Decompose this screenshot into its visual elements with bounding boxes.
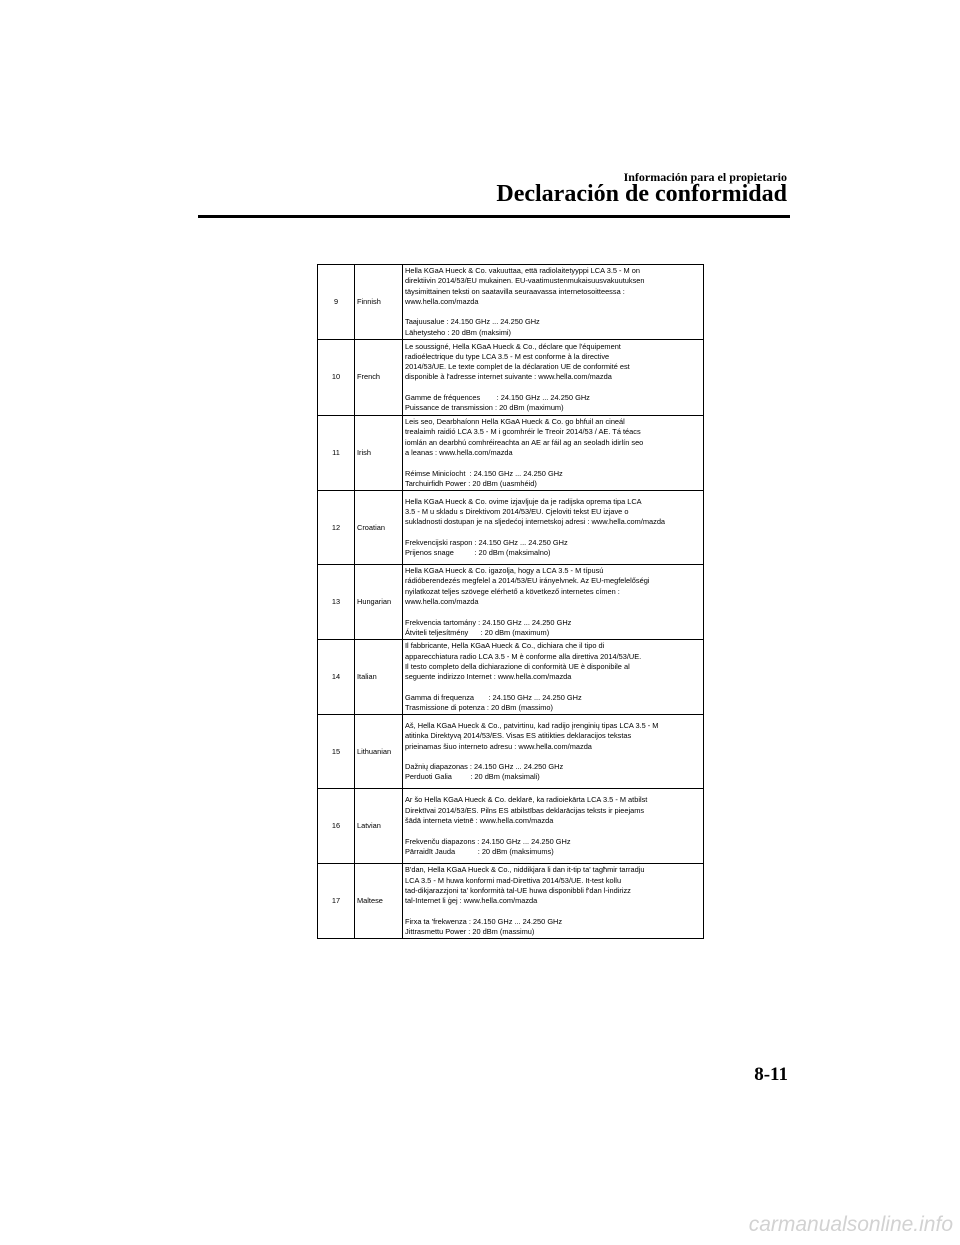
declaration-line: Prijenos snage : 20 dBm (maksimalno) bbox=[405, 548, 551, 558]
declaration-line: Perduoti Galia : 20 dBm (maksimali) bbox=[405, 772, 540, 782]
declaration-text bbox=[403, 416, 704, 491]
declaration-line: rádióberendezés megfelel a 2014/53/EU irányelvnek. Az EU-megfelelőségi bbox=[405, 576, 650, 586]
declaration-line: Jittrasmettu Power : 20 dBm (massimu) bbox=[405, 927, 535, 937]
declaration-line: Puissance de transmission : 20 dBm (maximum) bbox=[405, 403, 564, 413]
language-name: Croatian bbox=[355, 491, 403, 565]
declaration-line: tal-Internet li ġej : www.hella.com/mazda bbox=[405, 896, 538, 906]
declaration-text bbox=[403, 491, 704, 565]
row-number: 10 bbox=[318, 340, 355, 416]
declaration-line: täysimittainen teksti on saatavilla seuraavassa internetosoitteessa : bbox=[405, 286, 625, 296]
table-row bbox=[318, 565, 704, 640]
declaration-line: Pārraidīt Jauda : 20 dBm (maksimums) bbox=[405, 846, 554, 856]
declaration-line bbox=[405, 826, 703, 836]
declaration-text bbox=[403, 789, 704, 864]
table-row bbox=[318, 640, 704, 715]
table-row bbox=[318, 789, 704, 864]
declaration-line: atitinka Direktyvą 2014/53/ES. Visas ES atitikties deklaracijos tekstas bbox=[405, 731, 632, 741]
table-row bbox=[318, 340, 704, 416]
declaration-line bbox=[405, 458, 703, 468]
declaration-line: disponible à l'adresse internet suivante : www.hella.com/mazda bbox=[405, 372, 612, 382]
language-name: Italian bbox=[355, 640, 403, 715]
declaration-line: 2014/53/UE. Le texte complet de la déclaration UE de conformité est bbox=[405, 362, 630, 372]
declaration-line: prieinamas šiuo interneto adresu : www.hella.com/mazda bbox=[405, 741, 592, 751]
declaration-line: Dažnių diapazonas : 24.150 GHz ... 24.250 GHz bbox=[405, 762, 564, 772]
declaration-line: Ar šo Hella KGaA Hueck & Co. deklarē, ka radioiekārta LCA 3.5 - M atbilst bbox=[405, 795, 648, 805]
declaration-line: tad-dikjarazzjoni ta' konformità tal-UE huwa disponibbli f'dan l-indirizz bbox=[405, 885, 631, 895]
declaration-line: nyilatkozat teljes szövege elérhető a következő internetes címen : bbox=[405, 586, 620, 596]
row-number: 16 bbox=[318, 789, 355, 864]
row-number: 11 bbox=[318, 416, 355, 491]
table-row bbox=[318, 715, 704, 789]
page-number: 8-11 bbox=[754, 1064, 788, 1085]
declaration-line: Frekvencijski raspon : 24.150 GHz ... 24.250 GHz bbox=[405, 537, 568, 547]
language-name: Finnish bbox=[355, 265, 403, 340]
declaration-line: LCA 3.5 - M huwa konformi mad-Direttiva 2014/53/UE. It-test kollu bbox=[405, 875, 622, 885]
declaration-line: Taajuusalue : 24.150 GHz ... 24.250 GHz bbox=[405, 317, 540, 327]
declaration-line: Leis seo, Dearbhaíonn Hella KGaA Hueck & Co. go bhfuil an cineál bbox=[405, 417, 625, 427]
declaration-line: Frekvencia tartomány : 24.150 GHz ... 24.250 GHz bbox=[405, 617, 572, 627]
declaration-line: Il testo completo della dichiarazione di conformità UE è disponibile al bbox=[405, 661, 630, 671]
declaration-line: sukladnosti dostupan je na sljedećoj internetskoj adresi : www.hella.com/mazda bbox=[405, 517, 666, 527]
declaration-line: trealaimh raidió LCA 3.5 - M i gcomhréir le Treoir 2014/53 / AE. Tá téacs bbox=[405, 427, 641, 437]
declaration-line: direktiivin 2014/53/EU mukainen. EU-vaatimustenmukaisuusvakuutuksen bbox=[405, 276, 645, 286]
declaration-line bbox=[405, 752, 703, 762]
declaration-text bbox=[403, 640, 704, 715]
declaration-line bbox=[405, 528, 703, 538]
declaration-line: radioélectrique du type LCA 3.5 - M est conforme à la directive bbox=[405, 351, 610, 361]
declaration-text bbox=[403, 565, 704, 640]
declaration-text bbox=[403, 265, 704, 340]
declaration-line: Gamme de fréquences : 24.150 GHz ... 24.250 GHz bbox=[405, 393, 590, 403]
declaration-line: Frekvenču diapazons : 24.150 GHz ... 24.250 GHz bbox=[405, 836, 571, 846]
language-name: Hungarian bbox=[355, 565, 403, 640]
declaration-line: www.hella.com/mazda bbox=[405, 597, 479, 607]
row-number: 15 bbox=[318, 715, 355, 789]
declaration-line: apparecchiatura radio LCA 3.5 - M è conforme alla direttiva 2014/53/UE. bbox=[405, 651, 642, 661]
declaration-text bbox=[403, 864, 704, 939]
declaration-line: Aš, Hella KGaA Hueck & Co., patvirtinu, kad radijo įrenginių tipas LCA 3.5 - M bbox=[405, 720, 659, 730]
declaration-line: www.hella.com/mazda bbox=[405, 296, 479, 306]
declaration-line: 3.5 - M u skladu s Direktivom 2014/53/EU. Cjeloviti tekst EU izjave o bbox=[405, 507, 629, 517]
row-number: 12 bbox=[318, 491, 355, 565]
declaration-line: B'dan, Hella KGaA Hueck & Co., niddikjara li dan it-tip ta' tagħmir tarradju bbox=[405, 865, 645, 875]
language-name: Latvian bbox=[355, 789, 403, 864]
declaration-line bbox=[405, 607, 703, 617]
page-title: Declaración de conformidad bbox=[496, 181, 787, 207]
declaration-line: Tarchuirfidh Power : 20 dBm (uasmhéid) bbox=[405, 478, 537, 488]
language-name: French bbox=[355, 340, 403, 416]
row-number: 9 bbox=[318, 265, 355, 340]
declaration-line: Hella KGaA Hueck & Co. ovime izjavljuje da je radijska oprema tipa LCA bbox=[405, 496, 642, 506]
declaration-text bbox=[403, 715, 704, 789]
declaration-line: a leanas : www.hella.com/mazda bbox=[405, 447, 513, 457]
declaration-line: Réimse Minicíocht : 24.150 GHz ... 24.250 GHz bbox=[405, 468, 563, 478]
watermark: carmanualsonline.info bbox=[748, 1213, 953, 1236]
declaration-line bbox=[405, 907, 703, 917]
table-row bbox=[318, 416, 704, 491]
declaration-line bbox=[405, 682, 703, 692]
language-name: Lithuanian bbox=[355, 715, 403, 789]
row-number: 17 bbox=[318, 864, 355, 939]
table-row bbox=[318, 864, 704, 939]
declaration-text bbox=[403, 340, 704, 416]
declaration-line: Hella KGaA Hueck & Co. igazolja, hogy a LCA 3.5 - M típusú bbox=[405, 566, 604, 576]
declaration-line: šādā interneta vietnē : www.hella.com/mazda bbox=[405, 816, 554, 826]
language-name: Irish bbox=[355, 416, 403, 491]
declaration-line bbox=[405, 383, 703, 393]
header-divider bbox=[198, 215, 790, 218]
declaration-table bbox=[317, 264, 704, 939]
section-subtitle: Información para el propietario bbox=[623, 170, 787, 184]
declaration-line: iomlán an dearbhú comhréireachta an AE ar fáil ag an seoladh idirlín seo bbox=[405, 437, 644, 447]
declaration-line bbox=[405, 307, 703, 317]
declaration-line: seguente indirizzo Internet : www.hella.com/mazda bbox=[405, 672, 572, 682]
declaration-line: Lähetysteho : 20 dBm (maksimi) bbox=[405, 327, 511, 337]
declaration-line: Le soussigné, Hella KGaA Hueck & Co., déclare que l'équipement bbox=[405, 341, 621, 351]
declaration-line: Firxa ta 'frekwenza : 24.150 GHz ... 24.250 GHz bbox=[405, 916, 563, 926]
declaration-line: Átviteli teljesítmény : 20 dBm (maximum) bbox=[405, 627, 550, 637]
declaration-line: Trasmissione di potenza : 20 dBm (massimo) bbox=[405, 703, 554, 713]
declaration-line: Hella KGaA Hueck & Co. vakuuttaa, että radiolaitetyyppi LCA 3.5 - M on bbox=[405, 266, 640, 275]
table-row bbox=[318, 265, 704, 340]
row-number: 13 bbox=[318, 565, 355, 640]
declaration-line: Il fabbricante, Hella KGaA Hueck & Co., dichiara che il tipo di bbox=[405, 641, 605, 651]
row-number: 14 bbox=[318, 640, 355, 715]
language-name: Maltese bbox=[355, 864, 403, 939]
declaration-line: Gamma di frequenza : 24.150 GHz ... 24.250 GHz bbox=[405, 692, 582, 702]
declaration-line: Direktīvai 2014/53/ES. Pilns ES atbilstības deklarācijas teksts ir pieejams bbox=[405, 805, 645, 815]
table-row bbox=[318, 491, 704, 565]
